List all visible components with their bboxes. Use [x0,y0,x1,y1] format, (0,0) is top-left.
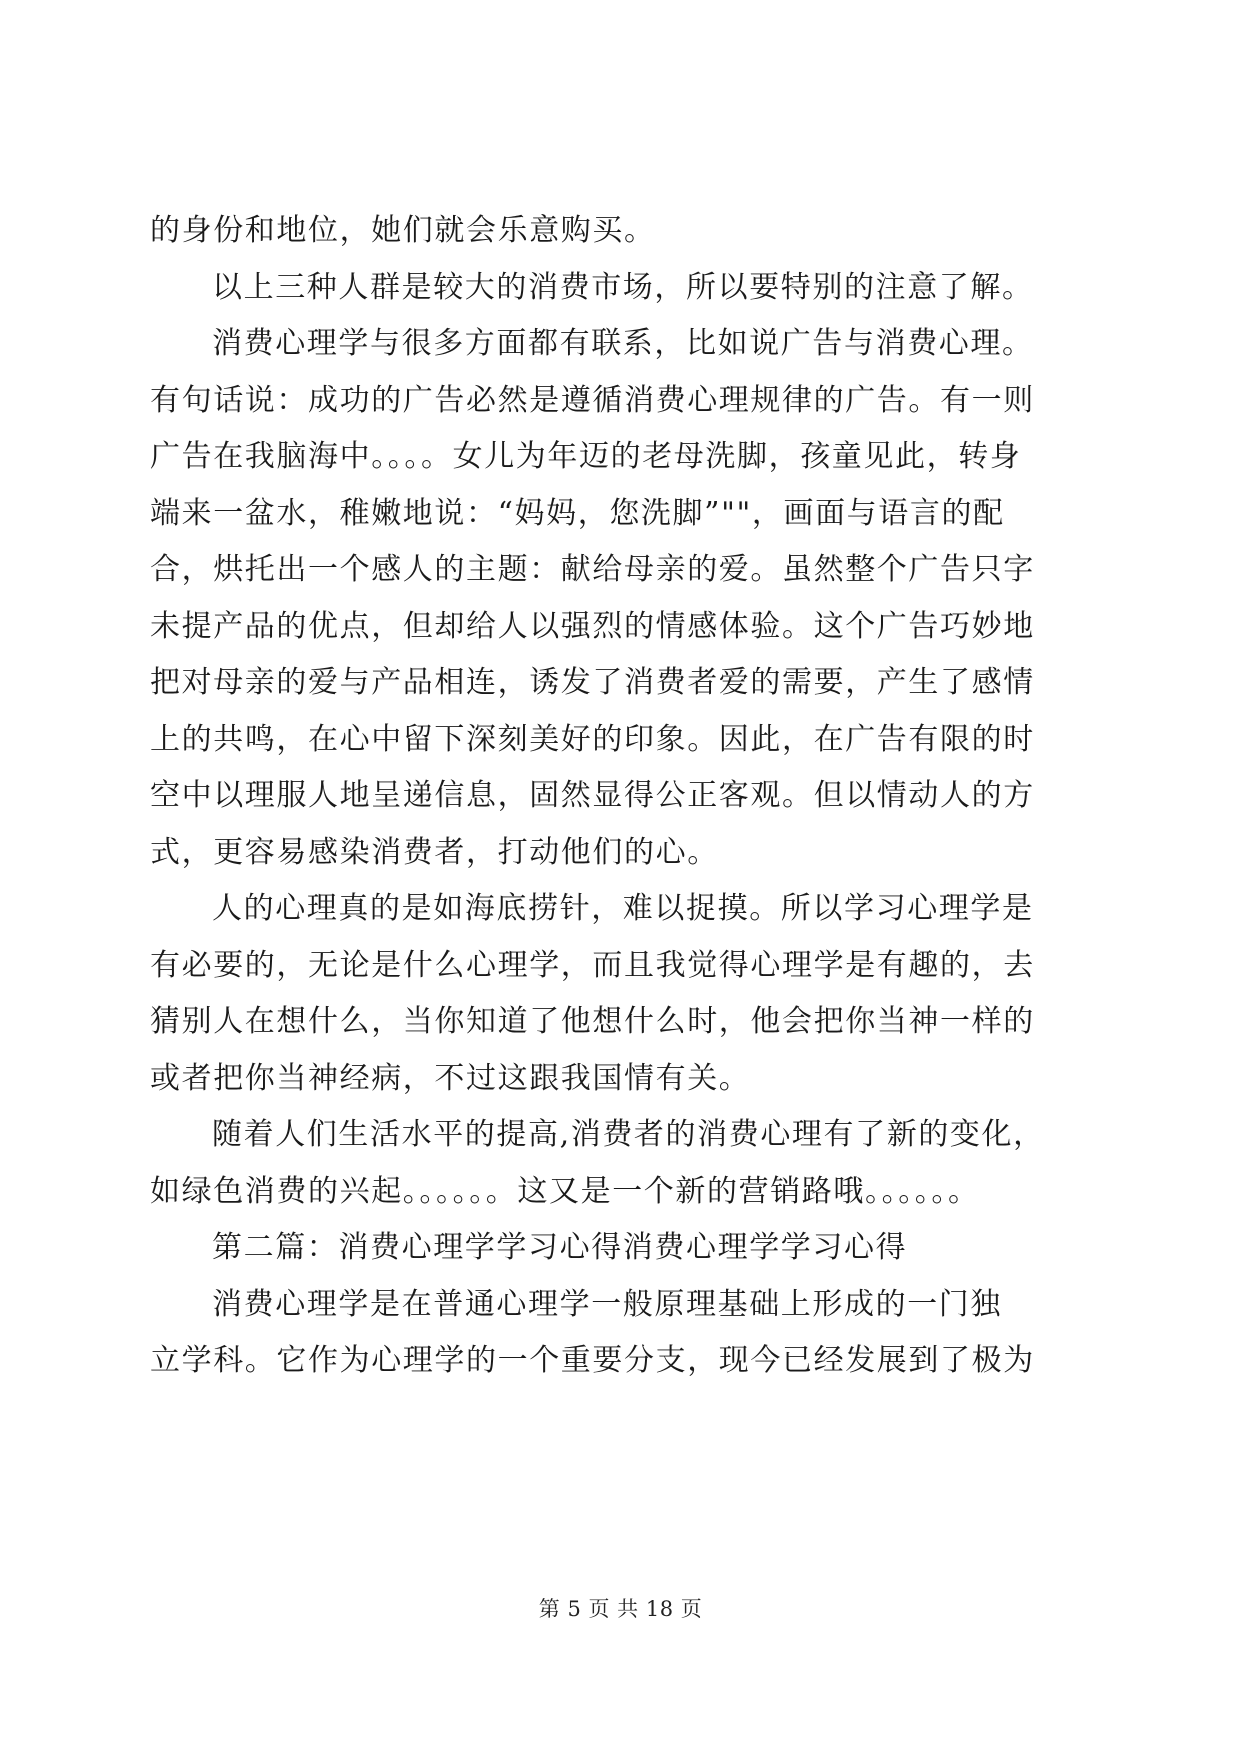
text-line: 的身份和地位，她们就会乐意购买。 [150,213,656,248]
text-line: 空中以理服人地呈递信息，固然显得公正客观。但以情动人的方 [150,778,1035,813]
text-line: 式，更容易感染消费者，打动他们的心。 [150,834,719,870]
text-line: 猜别人在想什么，当你知道了他想什么时，他会把你当神一样的 [150,1004,1035,1039]
body-text [150,203,1098,1390]
paragraph-start: 以上三种人群是较大的消费市场，所以要特别的注意了解。 [212,269,1034,305]
text-line: 有必要的，无论是什么心理学，而且我觉得心理学是有趣的，去 [150,947,1035,983]
text-line: 上的共鸣，在心中留下深刻美好的印象。因此，在广告有限的时 [150,721,1035,757]
text-line: 有句话说：成功的广告必然是遵循消费心理规律的广告。有一则 [150,382,1035,418]
text-line: 合，烘托出一个感人的主题：献给母亲的爱。虽然整个广告只字 [150,552,1035,587]
text-line: 立学科。它作为心理学的一个重要分支，现今已经发展到了极为 [150,1343,1035,1378]
paragraph-start: 消费心理学是在普通心理学一般原理基础上形成的一门独 [212,1286,1002,1322]
text-line: 端来一盆水，稚嫩地说：“妈妈，您洗脚”""，画面与语言的配 [150,495,1005,531]
text-line: 未提产品的优点，但却给人以强烈的情感体验。这个广告巧妙地 [150,608,1035,644]
paragraph-start: 随着人们生活水平的提高,消费者的消费心理有了新的变化， [212,1117,1045,1152]
text-line: 或者把你当神经病，不过这跟我国情有关。 [150,1060,751,1096]
paragraph-start: 人的心理真的是如海底捞针，难以捉摸。所以学习心理学是 [212,891,1034,926]
section-heading: 第二篇：消费心理学学习心得消费心理学学习心得 [212,1230,908,1265]
page-footer: 第 5 页 共 18 页 [538,1597,703,1621]
paragraph-start: 消费心理学与很多方面都有联系，比如说广告与消费心理。 [212,326,1034,361]
text-line: 把对母亲的爱与产品相连，诱发了消费者爱的需要，产生了感情 [150,665,1035,700]
text-line: 如绿色消费的兴起。。。。。。这又是一个新的营销路哦。。。。。。 [150,1173,980,1209]
text-line: 广告在我脑海中。。。。女儿为年迈的老母洗脚，孩童见此，转身 [150,439,1022,474]
